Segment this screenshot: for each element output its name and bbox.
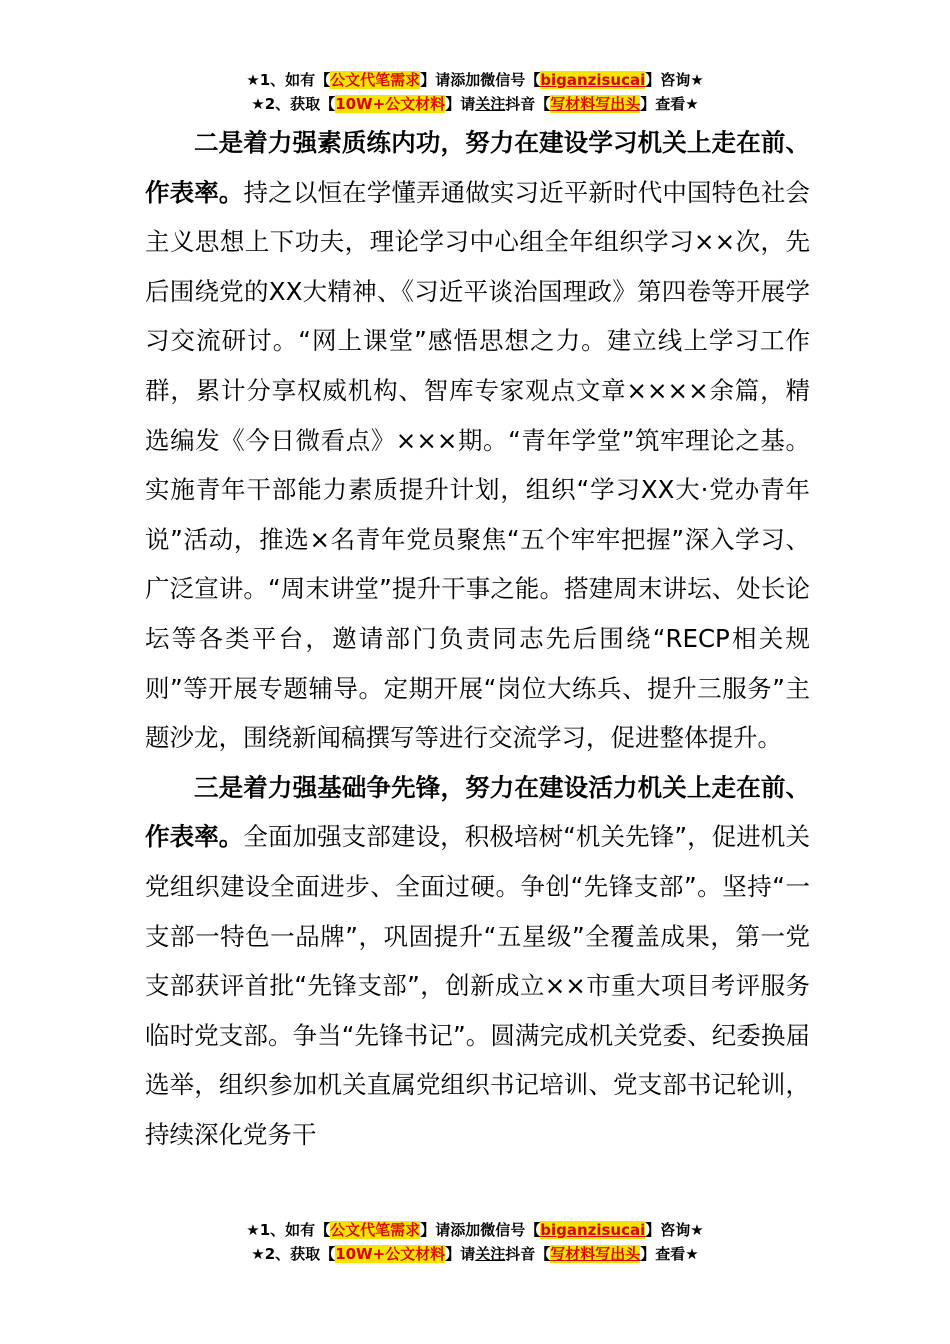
banner-text: ★2、获取【 <box>251 95 336 113</box>
bottom-banner <box>0 1218 950 1266</box>
banner-line-1 <box>0 68 950 92</box>
douyin-account: 写材料写出头 <box>550 1245 641 1263</box>
banner-line-1 <box>0 1218 950 1242</box>
wechat-id: biganzisucai <box>540 71 646 89</box>
banner-text: 】查看★ <box>640 95 699 113</box>
paragraph-2 <box>145 118 810 763</box>
banner-text: 】请 <box>445 95 476 113</box>
banner-text: ★1、如有【 <box>246 71 331 89</box>
banner-text: 】查看★ <box>640 1245 699 1263</box>
douyin-account: 写材料写出头 <box>550 95 641 113</box>
highlight-materials: 10W+公文材料 <box>335 1245 446 1263</box>
paragraph-text: 持之以恒在学懂弄通做实习近平新时代中国特色社会主义思想上下功夫，理论学习中心组全年组织学习××次，先后围绕党的XX大精神、《习近平谈治国理政》第四卷等开展学习交流研讨。“网上课堂”感悟思想之力。建立线上学习工作群，累计分享权威机构、智库专家观点文章××××余篇，精选编发《今日微看点》×××期。“青年学堂”筑牢理论之基。实施青年干部能力素质提升计划，组织“学习XX大·党办青年说”活动，推选×名青年党员聚焦“五个牢牢把握”深入学习、广泛宣讲。“周末讲堂”提升干事之能。搭建周末讲坛、处长论坛等各类平台，邀请部门负责同志先后围绕“RECP相关规则”等开展专题辅导。定期开展“岗位大练兵、提升三服务”主题沙龙，围绕新闻稿撰写等进行交流学习，促进整体提升。 <box>145 177 811 753</box>
follow-text: 关注 <box>475 95 506 113</box>
highlight-materials: 10W+公文材料 <box>335 95 446 113</box>
banner-text: 】咨询★ <box>645 71 704 89</box>
banner-text: 】请 <box>445 1245 476 1263</box>
banner-line-2 <box>0 1242 950 1266</box>
banner-text: 抖音【 <box>505 95 551 113</box>
follow-text: 关注 <box>475 1245 506 1263</box>
banner-text: 】咨询★ <box>645 1221 704 1239</box>
banner-text: 】请添加微信号【 <box>420 1221 541 1239</box>
paragraph-lead: 二是着力强素质练内功，努力在建设学习机关上走在前、作表率。 <box>145 128 810 207</box>
banner-text: ★1、如有【 <box>246 1221 331 1239</box>
banner-text: 】请添加微信号【 <box>420 71 541 89</box>
highlight-service: 公文代笔需求 <box>330 1221 421 1239</box>
paragraph-3 <box>145 763 810 1160</box>
paragraph-lead: 三是着力强基础争先锋，努力在建设活力机关上走在前、作表率。 <box>145 772 810 852</box>
document-body <box>145 118 810 1159</box>
banner-text: ★2、获取【 <box>251 1245 336 1263</box>
banner-text: 抖音【 <box>505 1245 551 1263</box>
paragraph-text: 全面加强支部建设，积极培树“机关先锋”，促进机关党组织建设全面进步、全面过硬。争创“先锋支部”。坚持“一支部一特色一品牌”，巩固提升“五星级”全覆盖成果，第一党支部获评首批“先锋支部”，创新成立××市重大项目考评服务临时党支部。争当“先锋书记”。圆满完成机关党委、纪委换届选举，组织参加机关直属党组织书记培训、党支部书记轮训，持续深化党务干 <box>145 822 810 1149</box>
wechat-id: biganzisucai <box>540 1221 646 1239</box>
banner-line-2 <box>0 92 950 116</box>
highlight-service: 公文代笔需求 <box>330 71 421 89</box>
top-banner <box>0 68 950 116</box>
